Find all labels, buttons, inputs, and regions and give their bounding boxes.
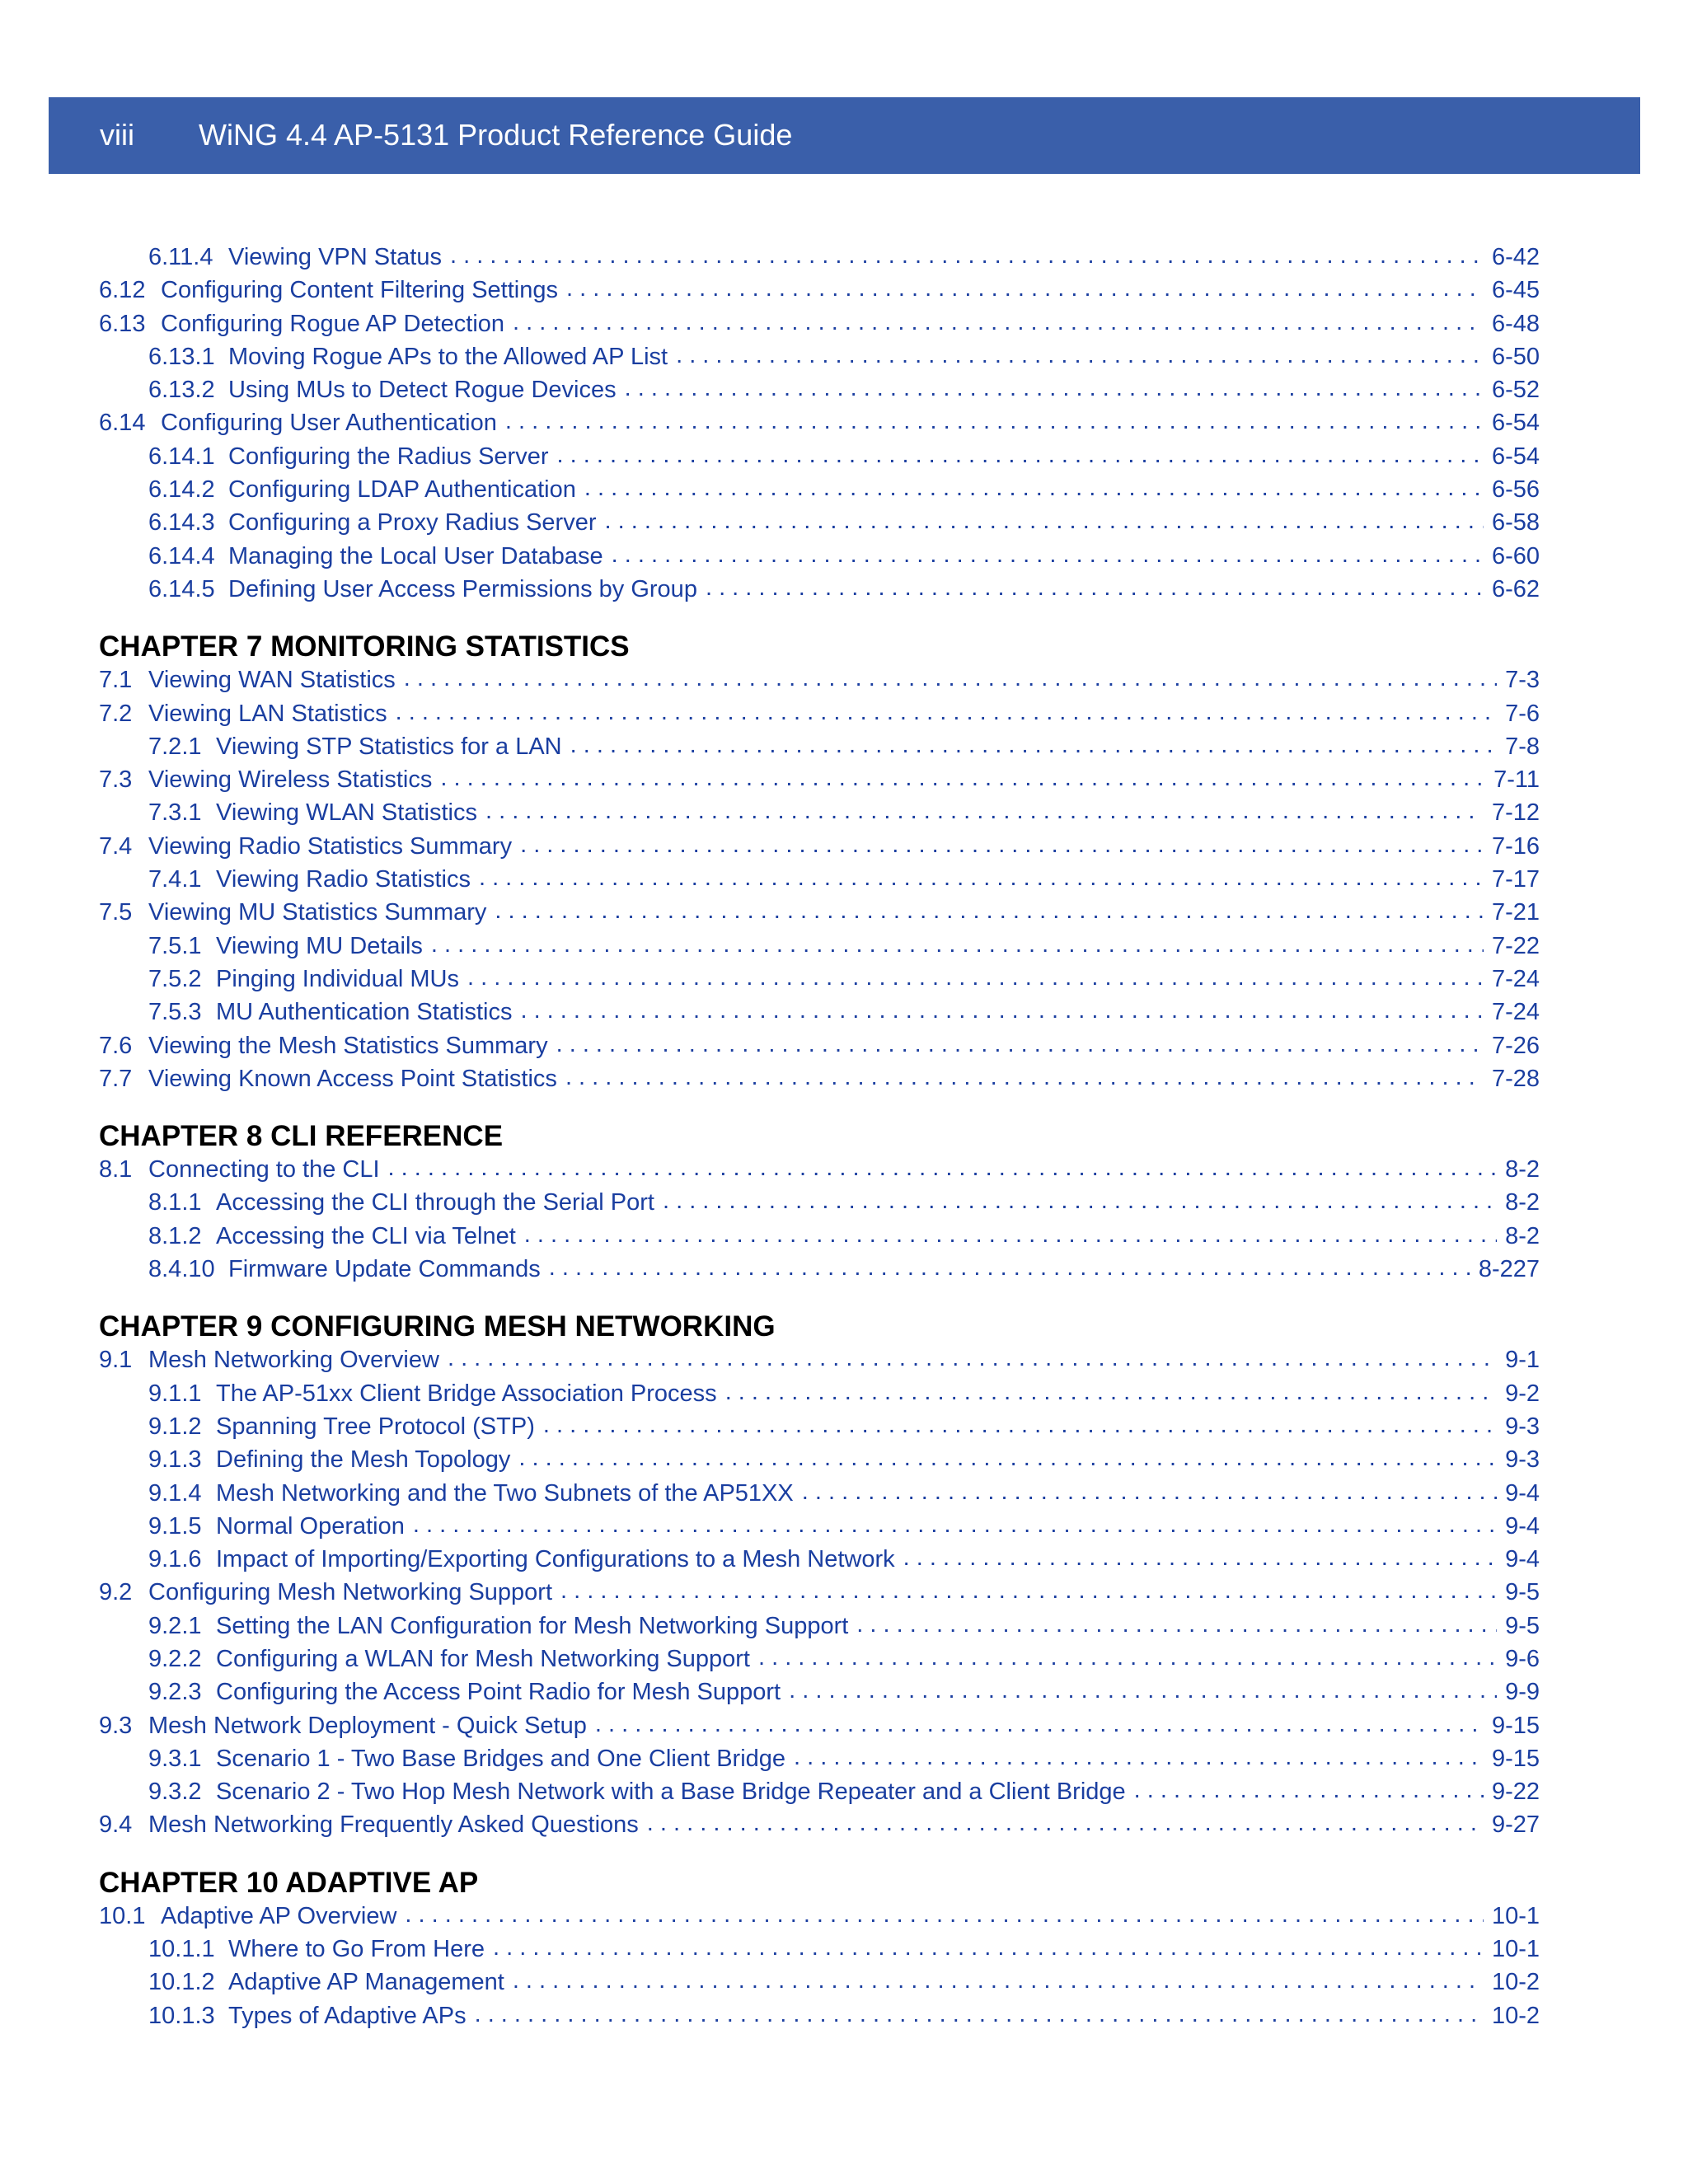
toc-entry-title[interactable]: Mesh Networking Overview bbox=[148, 1347, 439, 1374]
toc-entry[interactable] bbox=[99, 1510, 1540, 1543]
toc-entry-number: 7.5.1 bbox=[148, 932, 202, 959]
toc-dot-leader bbox=[604, 504, 1483, 537]
toc-entry-number: 9.2 bbox=[99, 1579, 133, 1606]
toc-dot-leader bbox=[440, 762, 1485, 794]
toc-entry-number: 8.4.10 bbox=[148, 1256, 215, 1283]
toc-entry-page[interactable]: 6-58 bbox=[1491, 509, 1540, 537]
toc-entry[interactable] bbox=[99, 663, 1540, 696]
toc-entry-title[interactable]: Configuring Rogue AP Detection bbox=[161, 310, 505, 337]
toc-entry-number: 7.4 bbox=[99, 832, 133, 860]
toc-entry[interactable] bbox=[99, 440, 1540, 473]
toc-entry-number: 9.1.6 bbox=[148, 1546, 202, 1573]
toc-entry[interactable] bbox=[99, 796, 1540, 829]
toc-entry-page[interactable]: 9-4 bbox=[1505, 1479, 1540, 1507]
toc-dot-leader bbox=[450, 239, 1484, 272]
toc-entry-page[interactable]: 7-22 bbox=[1491, 932, 1540, 959]
toc-entry-page[interactable]: 9-4 bbox=[1505, 1512, 1540, 1540]
toc-entry-number: 7.5.3 bbox=[148, 999, 202, 1026]
toc-entry-page[interactable]: 8-2 bbox=[1505, 1189, 1540, 1216]
toc-dot-leader bbox=[725, 1376, 1497, 1408]
toc-dot-leader bbox=[647, 1807, 1484, 1840]
toc-entry[interactable] bbox=[99, 540, 1540, 573]
toc-entry-page[interactable]: 6-54 bbox=[1491, 410, 1540, 437]
toc-entry[interactable] bbox=[99, 1900, 1540, 1933]
toc-entry[interactable] bbox=[99, 1410, 1540, 1443]
toc-entry[interactable] bbox=[99, 1808, 1540, 1841]
header-title: WiNG 4.4 AP-5131 Product Reference Guide bbox=[199, 118, 793, 152]
toc-dot-leader bbox=[520, 828, 1484, 861]
toc-entry-number: 9.2.3 bbox=[148, 1679, 202, 1706]
toc-dot-leader bbox=[485, 794, 1484, 827]
toc-entry[interactable] bbox=[99, 930, 1540, 963]
toc-entry-title[interactable]: Viewing Radio Statistics Summary bbox=[148, 832, 513, 860]
toc-dot-leader bbox=[493, 1931, 1484, 1964]
toc-entry-number: 9.3 bbox=[99, 1712, 133, 1739]
toc-dot-leader bbox=[903, 1541, 1497, 1574]
toc-entry-title[interactable]: Adaptive AP Management bbox=[228, 1969, 504, 1996]
toc-entry[interactable] bbox=[99, 307, 1540, 340]
toc-entry[interactable] bbox=[99, 1543, 1540, 1576]
toc-dot-leader bbox=[566, 272, 1484, 305]
toc-entry[interactable] bbox=[99, 996, 1540, 1029]
toc-entry-page[interactable]: 10-1 bbox=[1491, 1902, 1540, 1929]
toc-entry-page[interactable]: 9-1 bbox=[1505, 1347, 1540, 1374]
toc-entry[interactable] bbox=[99, 1062, 1540, 1095]
toc-entry-title[interactable]: Viewing WAN Statistics bbox=[148, 667, 396, 694]
toc-section bbox=[99, 1310, 1540, 1841]
toc-entry-number: 8.1.2 bbox=[148, 1222, 202, 1249]
toc-entry-title[interactable]: Impact of Importing/Exporting Configurations to a Mesh Network bbox=[216, 1546, 895, 1573]
toc-entry-number: 6.13 bbox=[99, 310, 146, 337]
toc-entry-number: 9.1.3 bbox=[148, 1446, 202, 1474]
toc-dot-leader bbox=[396, 696, 1497, 729]
toc-dot-leader bbox=[549, 1251, 1470, 1284]
toc-entry[interactable] bbox=[99, 1253, 1540, 1286]
toc-entry-title[interactable]: Viewing Wireless Statistics bbox=[148, 766, 433, 794]
toc-dot-leader bbox=[802, 1475, 1497, 1508]
toc-entry[interactable] bbox=[99, 1186, 1540, 1219]
toc-entry-title[interactable]: Defining the Mesh Topology bbox=[216, 1446, 511, 1474]
toc-entry-title[interactable]: Configuring a WLAN for Mesh Networking Support bbox=[216, 1645, 750, 1672]
chapter-heading: CHAPTER 9 CONFIGURING MESH NETWORKING bbox=[99, 1310, 776, 1343]
toc-entry-page[interactable]: 7-8 bbox=[1505, 733, 1540, 760]
toc-dot-leader bbox=[663, 1184, 1497, 1217]
toc-entry-number: 6.11.4 bbox=[148, 244, 213, 270]
toc-dot-leader bbox=[570, 729, 1497, 762]
toc-dot-leader bbox=[495, 894, 1484, 927]
toc-entry-title[interactable]: Configuring LDAP Authentication bbox=[228, 476, 576, 504]
toc-entry-title[interactable]: Managing the Local User Database bbox=[228, 542, 603, 569]
toc-entry[interactable] bbox=[99, 896, 1540, 929]
toc-entry-number: 9.2.2 bbox=[148, 1645, 202, 1672]
toc-entry[interactable] bbox=[99, 963, 1540, 996]
toc-entry-title[interactable]: Pinging Individual MUs bbox=[216, 965, 459, 992]
toc-entry-page[interactable]: 6-50 bbox=[1491, 343, 1540, 370]
toc-dot-leader bbox=[565, 1061, 1484, 1094]
toc-entry-number: 10.1 bbox=[99, 1902, 146, 1929]
toc-entry[interactable] bbox=[99, 1343, 1540, 1376]
toc-entry[interactable] bbox=[99, 730, 1540, 763]
toc-entry-number: 8.1.1 bbox=[148, 1189, 202, 1216]
chapter-heading: CHAPTER 7 MONITORING STATISTICS bbox=[99, 630, 630, 663]
toc-entry-number: 10.1.2 bbox=[148, 1969, 215, 1996]
toc-entry-page[interactable]: 9-22 bbox=[1491, 1779, 1540, 1806]
chapter-heading: CHAPTER 10 ADAPTIVE AP bbox=[99, 1866, 479, 1899]
toc-entry-title[interactable]: Scenario 1 - Two Base Bridges and One Client Bridge bbox=[216, 1745, 786, 1772]
toc-section bbox=[99, 1867, 1540, 2032]
toc-entry-page[interactable]: 8-227 bbox=[1478, 1256, 1540, 1283]
toc-entry-title[interactable]: Accessing the CLI via Telnet bbox=[216, 1222, 516, 1249]
toc-entry-page[interactable]: 7-21 bbox=[1491, 899, 1540, 926]
toc-entry-page[interactable]: 10-2 bbox=[1491, 2002, 1540, 2029]
toc-entry-title[interactable]: Viewing WLAN Statistics bbox=[216, 799, 477, 827]
toc-entry[interactable] bbox=[99, 697, 1540, 730]
toc-entry-title[interactable]: Viewing LAN Statistics bbox=[148, 700, 387, 727]
toc-entry-number: 7.5 bbox=[99, 899, 133, 926]
toc-entry-number: 7.4.1 bbox=[148, 866, 202, 893]
toc-entry-number: 6.14.4 bbox=[148, 542, 215, 569]
toc-dot-leader bbox=[479, 861, 1484, 894]
toc-entry-title[interactable]: Configuring User Authentication bbox=[161, 410, 497, 437]
toc-section bbox=[99, 241, 1540, 606]
toc-entry-page[interactable]: 7-16 bbox=[1491, 832, 1540, 860]
toc-entry-page[interactable]: 7-26 bbox=[1491, 1032, 1540, 1059]
toc-dot-leader bbox=[505, 405, 1484, 438]
toc-entry-number: 7.7 bbox=[99, 1065, 133, 1092]
toc-entry-number: 7.3 bbox=[99, 766, 133, 794]
toc-entry-number: 6.13.1 bbox=[148, 343, 215, 370]
toc-entry[interactable] bbox=[99, 241, 1540, 274]
toc-entry-page[interactable]: 7-12 bbox=[1491, 799, 1540, 827]
toc-entry-page[interactable]: 6-54 bbox=[1491, 443, 1540, 470]
toc-entry-title[interactable]: Viewing MU Details bbox=[216, 932, 423, 959]
toc-dot-leader bbox=[405, 1898, 1484, 1931]
toc-entry-title[interactable]: Mesh Network Deployment - Quick Setup bbox=[148, 1712, 587, 1739]
toc-dot-leader bbox=[556, 438, 1483, 471]
toc-entry[interactable] bbox=[99, 573, 1540, 606]
toc-entry-title[interactable]: Scenario 2 - Two Hop Mesh Network with a Base Bridge Repeater and a Client Bridge bbox=[216, 1779, 1126, 1806]
toc-entry[interactable] bbox=[99, 763, 1540, 796]
toc-dot-leader bbox=[543, 1408, 1497, 1441]
toc-dot-leader bbox=[595, 1708, 1484, 1741]
toc-entry-title[interactable]: The AP-51xx Client Bridge Association Process bbox=[216, 1380, 717, 1407]
toc-entry-number: 6.14.5 bbox=[148, 575, 215, 602]
toc-dot-leader bbox=[513, 1964, 1484, 1997]
toc-dot-leader bbox=[856, 1608, 1497, 1641]
toc-entry-number: 9.3.1 bbox=[148, 1745, 202, 1772]
toc-entry-title[interactable]: Where to Go From Here bbox=[228, 1936, 485, 1963]
toc-entry[interactable] bbox=[99, 1610, 1540, 1643]
toc-entry-page[interactable]: 6-48 bbox=[1491, 310, 1540, 337]
toc-entry[interactable] bbox=[99, 1675, 1540, 1708]
toc-section bbox=[99, 630, 1540, 1095]
toc-entry-title[interactable]: Types of Adaptive APs bbox=[228, 2002, 467, 2029]
toc-entry-page[interactable]: 8-2 bbox=[1505, 1156, 1540, 1183]
page-header bbox=[49, 97, 1640, 174]
header-page-number: viii bbox=[100, 118, 134, 152]
toc-entry-page[interactable]: 9-3 bbox=[1505, 1446, 1540, 1474]
toc-entry[interactable] bbox=[99, 274, 1540, 307]
toc-entry[interactable] bbox=[99, 1709, 1540, 1742]
toc-entry-page[interactable]: 7-3 bbox=[1505, 667, 1540, 694]
toc-dot-leader bbox=[404, 662, 1497, 695]
toc-entry-number: 6.14.1 bbox=[148, 443, 215, 470]
toc-entry[interactable] bbox=[99, 1477, 1540, 1510]
toc-entry-number: 6.14 bbox=[99, 410, 146, 437]
toc-entry-page[interactable]: 9-2 bbox=[1505, 1380, 1540, 1407]
toc-entry[interactable] bbox=[99, 1999, 1540, 2032]
toc-entry-title[interactable]: Configuring Content Filtering Settings bbox=[161, 277, 558, 304]
toc-entry-number: 8.1 bbox=[99, 1156, 133, 1183]
toc-entry-page[interactable]: 9-27 bbox=[1491, 1811, 1540, 1839]
toc-entry[interactable] bbox=[99, 1443, 1540, 1476]
toc-entry-number: 6.14.3 bbox=[148, 509, 215, 537]
toc-entry-page[interactable]: 8-2 bbox=[1505, 1222, 1540, 1249]
toc-entry-number: 10.1.1 bbox=[148, 1936, 215, 1963]
toc-entry-number: 9.1.2 bbox=[148, 1413, 202, 1440]
toc-entry[interactable] bbox=[99, 1775, 1540, 1808]
toc-entry[interactable] bbox=[99, 1966, 1540, 1999]
toc-entry-page[interactable]: 9-15 bbox=[1491, 1712, 1540, 1739]
toc-entry-title[interactable]: Viewing STP Statistics for a LAN bbox=[216, 733, 562, 760]
toc-entry[interactable] bbox=[99, 863, 1540, 896]
toc-entry-number: 9.2.1 bbox=[148, 1612, 202, 1639]
chapter-heading: CHAPTER 8 CLI REFERENCE bbox=[99, 1120, 504, 1153]
toc-dot-leader bbox=[475, 1998, 1484, 2031]
toc-entry-number: 10.1.3 bbox=[148, 2002, 215, 2029]
toc-entry-page[interactable]: 9-5 bbox=[1505, 1612, 1540, 1639]
toc-section bbox=[99, 1120, 1540, 1286]
toc-entry-number: 6.13.2 bbox=[148, 377, 215, 404]
toc-entry[interactable] bbox=[99, 1153, 1540, 1186]
toc-entry-number: 9.1 bbox=[99, 1347, 133, 1374]
toc-entry-title[interactable]: Normal Operation bbox=[216, 1512, 405, 1540]
toc-entry-title[interactable]: Connecting to the CLI bbox=[148, 1156, 380, 1183]
toc-entry-title[interactable]: Accessing the CLI through the Serial Port bbox=[216, 1189, 654, 1216]
toc-entry-page[interactable]: 7-28 bbox=[1491, 1065, 1540, 1092]
toc-entry-title[interactable]: Viewing the Mesh Statistics Summary bbox=[148, 1032, 548, 1059]
toc-entry-number: 7.1 bbox=[99, 667, 133, 694]
toc-entry-title[interactable]: Mesh Networking Frequently Asked Questions bbox=[148, 1811, 639, 1839]
toc-entry-number: 7.2.1 bbox=[148, 733, 202, 760]
toc-entry-page[interactable]: 6-56 bbox=[1491, 476, 1540, 504]
toc-entry-title[interactable]: Configuring the Radius Server bbox=[228, 443, 549, 470]
toc-entry[interactable] bbox=[99, 1742, 1540, 1775]
toc-entry-page[interactable]: 10-1 bbox=[1491, 1936, 1540, 1963]
toc-entry-number: 9.3.2 bbox=[148, 1779, 202, 1806]
toc-dot-leader bbox=[584, 471, 1484, 504]
toc-entry[interactable] bbox=[99, 406, 1540, 439]
toc-entry-title[interactable]: Viewing Known Access Point Statistics bbox=[148, 1065, 557, 1092]
toc-dot-leader bbox=[676, 339, 1484, 372]
toc-dot-leader bbox=[524, 1218, 1497, 1251]
toc-entry-number: 7.5.2 bbox=[148, 965, 202, 992]
toc-entry-page[interactable]: 9-5 bbox=[1505, 1579, 1540, 1606]
toc-entry-page[interactable]: 7-17 bbox=[1491, 866, 1540, 893]
toc-entry-page[interactable]: 6-60 bbox=[1491, 542, 1540, 569]
toc-entry[interactable] bbox=[99, 373, 1540, 406]
toc-entry-number: 6.12 bbox=[99, 277, 146, 304]
toc-entry-title[interactable]: Viewing Radio Statistics bbox=[216, 866, 471, 893]
toc-entry-page[interactable]: 6-45 bbox=[1491, 277, 1540, 304]
toc-entry-number: 9.1.4 bbox=[148, 1479, 202, 1507]
toc-dot-leader bbox=[625, 372, 1484, 405]
toc-entry-title[interactable]: Spanning Tree Protocol (STP) bbox=[216, 1413, 535, 1440]
toc-entry-title[interactable]: MU Authentication Statistics bbox=[216, 999, 513, 1026]
toc-dot-leader bbox=[448, 1342, 1497, 1375]
toc-entry-page[interactable]: 9-9 bbox=[1505, 1679, 1540, 1706]
toc-dot-leader bbox=[789, 1674, 1497, 1707]
toc-entry[interactable] bbox=[99, 340, 1540, 373]
toc-entry[interactable] bbox=[99, 1377, 1540, 1410]
toc-entry-number: 7.2 bbox=[99, 700, 133, 727]
toc-dot-leader bbox=[1134, 1774, 1484, 1807]
toc-entry-title[interactable]: Mesh Networking and the Two Subnets of the AP51XX bbox=[216, 1479, 794, 1507]
toc-dot-leader bbox=[513, 306, 1484, 339]
toc-entry-title[interactable]: Adaptive AP Overview bbox=[161, 1902, 397, 1929]
toc-entry-page[interactable]: 9-6 bbox=[1505, 1645, 1540, 1672]
toc-entry[interactable] bbox=[99, 506, 1540, 539]
toc-entry[interactable] bbox=[99, 1220, 1540, 1253]
toc-dot-leader bbox=[518, 1441, 1497, 1474]
toc-entry-title[interactable]: Firmware Update Commands bbox=[228, 1256, 541, 1283]
toc-entry-number: 9.4 bbox=[99, 1811, 133, 1839]
toc-entry-page[interactable]: 6-52 bbox=[1491, 377, 1540, 404]
toc-entry-title[interactable]: Configuring Mesh Networking Support bbox=[148, 1579, 553, 1606]
toc-entry-title[interactable]: Configuring a Proxy Radius Server bbox=[228, 509, 597, 537]
toc-entry-page[interactable]: 9-3 bbox=[1505, 1413, 1540, 1440]
toc-entry-page[interactable]: 7-24 bbox=[1491, 965, 1540, 992]
toc-entry-title[interactable]: Moving Rogue APs to the Allowed AP List bbox=[228, 343, 668, 370]
toc-entry-page[interactable]: 6-42 bbox=[1491, 244, 1540, 270]
toc-entry[interactable] bbox=[99, 1576, 1540, 1609]
toc-dot-leader bbox=[706, 571, 1484, 604]
toc-entry[interactable] bbox=[99, 1933, 1540, 1966]
toc-dot-leader bbox=[560, 1574, 1497, 1607]
toc-entry-page[interactable]: 9-4 bbox=[1505, 1546, 1540, 1573]
toc-entry-number: 9.1.1 bbox=[148, 1380, 202, 1407]
toc-entry[interactable] bbox=[99, 473, 1540, 506]
toc-dot-leader bbox=[758, 1641, 1497, 1674]
toc-entry-number: 6.14.2 bbox=[148, 476, 215, 504]
toc-entry-page[interactable]: 10-2 bbox=[1491, 1969, 1540, 1996]
toc-entry[interactable] bbox=[99, 1643, 1540, 1675]
toc-dot-leader bbox=[520, 994, 1484, 1027]
toc-entry-title[interactable]: Defining User Access Permissions by Group bbox=[228, 575, 697, 602]
toc-entry[interactable] bbox=[99, 1029, 1540, 1062]
toc-entry-page[interactable]: 7-11 bbox=[1493, 766, 1540, 794]
toc-entry-page[interactable]: 6-62 bbox=[1491, 575, 1540, 602]
toc-dot-leader bbox=[556, 1028, 1484, 1061]
toc-entry-page[interactable]: 9-15 bbox=[1491, 1745, 1540, 1772]
toc-entry-number: 7.3.1 bbox=[148, 799, 202, 827]
toc-dot-leader bbox=[413, 1508, 1497, 1541]
toc-entry-number: 9.1.5 bbox=[148, 1512, 202, 1540]
toc-entry-title[interactable]: Viewing MU Statistics Summary bbox=[148, 899, 487, 926]
toc-dot-leader bbox=[431, 928, 1484, 961]
toc-dot-leader bbox=[612, 538, 1484, 571]
toc-dot-leader bbox=[388, 1151, 1498, 1184]
toc-dot-leader bbox=[467, 961, 1484, 994]
toc-entry-title[interactable]: Viewing VPN Status bbox=[228, 244, 442, 270]
toc-entry-number: 7.6 bbox=[99, 1032, 133, 1059]
toc-entry[interactable] bbox=[99, 830, 1540, 863]
toc-dot-leader bbox=[794, 1741, 1484, 1774]
toc-entry-page[interactable]: 7-6 bbox=[1505, 700, 1540, 727]
toc-entry-title[interactable]: Using MUs to Detect Rogue Devices bbox=[228, 377, 617, 404]
toc-entry-title[interactable]: Setting the LAN Configuration for Mesh Networking Support bbox=[216, 1612, 849, 1639]
toc-entry-page[interactable]: 7-24 bbox=[1491, 999, 1540, 1026]
toc-entry-title[interactable]: Configuring the Access Point Radio for Mesh Support bbox=[216, 1679, 781, 1706]
table-of-contents bbox=[99, 241, 1540, 2032]
